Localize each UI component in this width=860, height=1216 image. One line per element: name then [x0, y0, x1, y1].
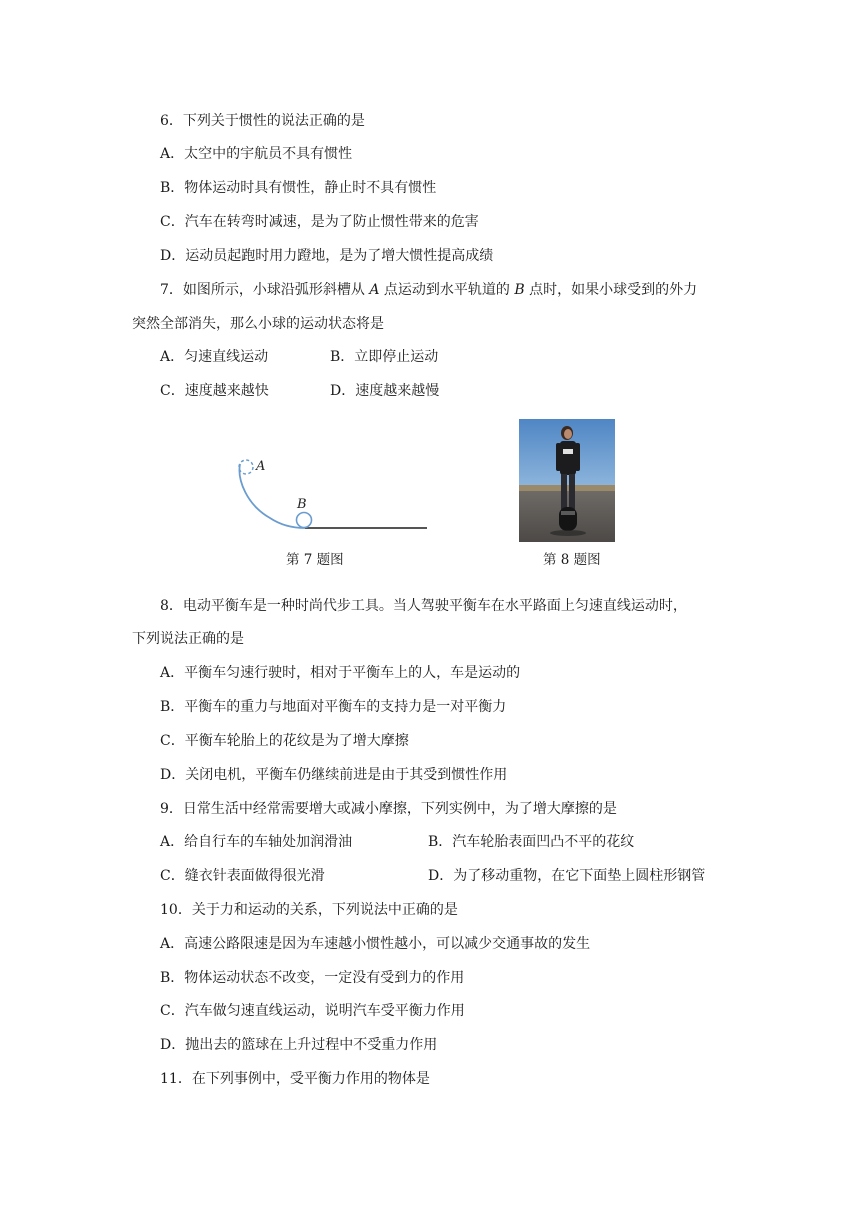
q7-point-a: A — [369, 282, 380, 298]
q7-option-c: C．速度越来越快 — [160, 383, 269, 399]
q7-option-b: B．立即停止运动 — [330, 349, 439, 365]
q6-option-c: C．汽车在转弯时减速，是为了防止惯性带来的危害 — [160, 214, 479, 230]
q7-ramp-diagram — [225, 450, 435, 536]
q10-stem: 10．关于力和运动的关系，下列说法中正确的是 — [160, 902, 458, 918]
label-b: B — [297, 497, 307, 512]
q9-option-c: C．缝衣针表面做得很光滑 — [160, 868, 325, 884]
fig7-caption: 第 7 题图 — [286, 552, 344, 568]
ball-at-b — [297, 513, 312, 528]
q10-option-b: B．物体运动状态不改变，一定没有受到力的作用 — [160, 970, 465, 986]
ball-at-a — [239, 460, 253, 474]
q6-option-b: B．物体运动时具有惯性，静止时不具有惯性 — [160, 180, 437, 196]
q8-option-c: C．平衡车轮胎上的花纹是为了增大摩擦 — [160, 733, 409, 749]
q10-option-a: A．高速公路限速是因为车速越小惯性越小，可以减少交通事故的发生 — [160, 936, 591, 952]
q8-stem-line1: 8．电动平衡车是一种时尚代步工具。当人驾驶平衡车在水平路面上匀速直线运动时， — [160, 598, 687, 614]
q7-stem-line1: 7．如图所示，小球沿弧形斜槽从 A 点运动到水平轨道的 B 点时，如果小球受到的外力 — [160, 282, 698, 298]
q6-option-a: A．太空中的宇航员不具有惯性 — [160, 146, 353, 162]
q8-option-b: B．平衡车的重力与地面对平衡车的支持力是一对平衡力 — [160, 699, 507, 715]
q8-option-a: A．平衡车匀速行驶时，相对于平衡车上的人，车是运动的 — [160, 665, 521, 681]
q10-option-d: D．抛出去的篮球在上升过程中不受重力作用 — [160, 1037, 438, 1053]
q7-option-a: A．匀速直线运动 — [160, 349, 269, 365]
q6-option-d: D．运动员起跑时用力蹬地，是为了增大惯性提高成绩 — [160, 248, 494, 264]
q9-option-d: D．为了移动重物，在它下面垫上圆柱形钢管 — [428, 868, 706, 884]
q9-option-a: A．给自行车的车轴处加润滑油 — [160, 834, 353, 850]
q7-point-b: B — [514, 282, 525, 298]
q9-stem: 9．日常生活中经常需要增大或减小摩擦，下列实例中，为了增大摩擦的是 — [160, 801, 617, 817]
label-a: A — [256, 459, 266, 474]
q7-option-d: D．速度越来越慢 — [330, 383, 440, 399]
q7-stem-line2: 突然全部消失，那么小球的运动状态将是 — [132, 316, 384, 332]
q6-stem: 6．下列关于惯性的说法正确的是 — [160, 113, 365, 129]
q8-stem-line2: 下列说法正确的是 — [132, 631, 244, 647]
q10-option-c: C．汽车做匀速直线运动，说明汽车受平衡力作用 — [160, 1003, 465, 1019]
q9-option-b: B．汽车轮胎表面凹凸不平的花纹 — [428, 834, 635, 850]
q8-option-d: D．关闭电机，平衡车仍继续前进是由于其受到惯性作用 — [160, 767, 508, 783]
q11-stem: 11．在下列事例中，受平衡力作用的物体是 — [160, 1071, 430, 1087]
balance-wheel-photo — [519, 419, 615, 542]
fig8-caption: 第 8 题图 — [543, 552, 601, 568]
